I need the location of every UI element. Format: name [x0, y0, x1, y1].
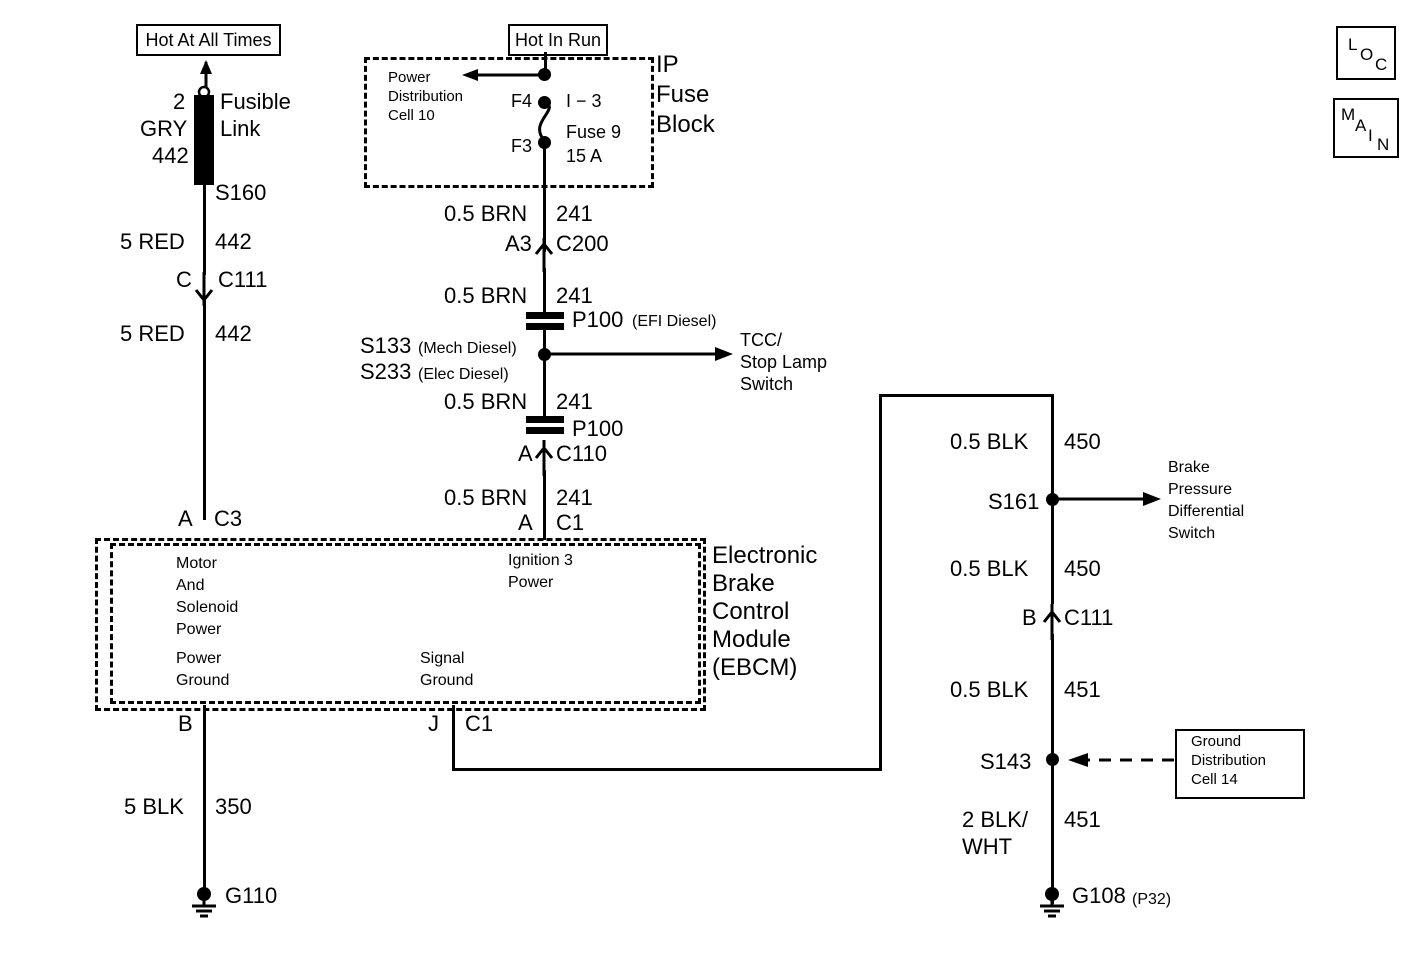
- fuse-id-label: I − 3: [566, 91, 602, 111]
- brake-pressure-switch-l2: Pressure: [1168, 481, 1233, 498]
- right-wire4-l2: WHT: [962, 834, 1013, 859]
- ebcm-title-line3: Control: [712, 598, 790, 625]
- ebcm-ignition3-power-l2: Power: [508, 574, 554, 591]
- center-wire-segment-5: [543, 470, 546, 540]
- ebcm-motor-solenoid-power-l2: And: [176, 577, 205, 594]
- ground-g108-label: G108: [1072, 883, 1126, 908]
- ground-distribution-l1: Ground: [1191, 733, 1242, 750]
- ebcm-title-line2: Brake: [712, 570, 775, 597]
- splice-s143-dot: [1046, 753, 1059, 766]
- splice-s161-label: S161: [988, 489, 1040, 514]
- center-wire2-label: 0.5 BRN: [444, 283, 528, 308]
- fusible-link-label-line2: Link: [220, 116, 261, 141]
- center-wire1-number: 241: [556, 201, 593, 226]
- svg-text:L: L: [1348, 35, 1358, 54]
- signal-ground-wire-vertical: [452, 705, 455, 770]
- connector-c200-symbol: [533, 238, 555, 272]
- right-wire1-number: 450: [1064, 429, 1101, 454]
- ebcm-signal-ground-l2: Ground: [420, 672, 474, 689]
- left-wire1-gauge: 2: [173, 89, 186, 114]
- fuse-terminal-f3: F3: [511, 136, 533, 156]
- tcc-stop-lamp-line2: Stop Lamp: [740, 352, 828, 372]
- fuse-rating-label: 15 A: [566, 146, 603, 166]
- power-distribution-cell-line2: Distribution: [388, 88, 464, 105]
- svg-text:M: M: [1341, 105, 1356, 124]
- tcc-stop-lamp-line1: TCC/: [740, 330, 782, 350]
- splice-s143-label: S143: [980, 749, 1032, 774]
- left-connector-c111: C111: [218, 267, 268, 292]
- left-connector-pin-c: C: [176, 267, 192, 292]
- ebcm-ignition3-power-l1: Ignition 3: [508, 552, 573, 569]
- splice-s133-label: S133: [360, 333, 412, 358]
- ebcm-motor-solenoid-power-l4: Power: [176, 621, 222, 638]
- svg-text:O: O: [1360, 45, 1374, 64]
- left-wire1-number: 442: [152, 143, 189, 168]
- center-pin-j: J: [428, 711, 439, 736]
- p100-label-1: P100: [572, 307, 624, 332]
- splice-s160-label: S160: [215, 180, 267, 205]
- ground-symbol-g110: [186, 885, 222, 921]
- tcc-stop-lamp-line3: Switch: [740, 374, 794, 394]
- signal-ground-wire-top: [879, 394, 1054, 397]
- power-distribution-cell-line1: Power: [388, 69, 431, 86]
- fusible-link-label-line1: Fusible: [220, 89, 291, 114]
- loc-box: [1336, 26, 1396, 80]
- ground-symbol-g108: [1034, 885, 1070, 921]
- p100-connector-symbol-2: [524, 414, 566, 438]
- loc-box-letters: [1338, 28, 1394, 78]
- right-wire1-label: 0.5 BLK: [950, 429, 1029, 454]
- main-box-letters: [1335, 100, 1397, 156]
- svg-text:I: I: [1368, 126, 1373, 145]
- splice-s233-label: S233: [360, 359, 412, 384]
- center-wire2-number: 241: [556, 283, 593, 308]
- ip-fuse-block-title-line3: Block: [656, 111, 715, 138]
- ground-g108-note: (P32): [1132, 891, 1172, 908]
- center-wire-segment-1: [543, 142, 546, 252]
- ground-g110-label: G110: [225, 883, 278, 908]
- center-pin-a-c1: A: [518, 510, 533, 535]
- right-wire2-number: 450: [1064, 556, 1101, 581]
- ebcm-power-ground-l2: Ground: [176, 672, 230, 689]
- center-wire3-number: 241: [556, 389, 593, 414]
- power-distribution-cell-line3: Cell 10: [388, 107, 435, 124]
- right-wire4-l1: 2 BLK/: [962, 807, 1029, 832]
- signal-ground-wire-horizontal: [452, 768, 882, 771]
- svg-text:N: N: [1377, 135, 1390, 154]
- left-ground-wire: [203, 705, 206, 900]
- main-box: [1333, 98, 1399, 158]
- right-wire3-label: 0.5 BLK: [950, 677, 1029, 702]
- p100-label-2: P100: [572, 416, 624, 441]
- left-wire-segment-1: [203, 185, 206, 275]
- svg-text:A: A: [1355, 116, 1367, 135]
- ip-fuse-block-title-line1: IP: [656, 51, 679, 78]
- ip-fuse-block-title-line2: Fuse: [656, 81, 710, 108]
- ebcm-motor-solenoid-power-l3: Solenoid: [176, 599, 239, 616]
- left-wire3-label: 5 RED: [120, 321, 185, 346]
- ebcm-title-line4: Module: [712, 626, 791, 653]
- signal-ground-wire-up: [879, 394, 882, 770]
- fuse-9-symbol: [528, 100, 564, 142]
- left-wire-segment-2: [203, 300, 206, 520]
- right-wire2-label: 0.5 BLK: [950, 556, 1029, 581]
- right-pin-b: B: [1022, 605, 1037, 630]
- ground-distribution-l3: Cell 14: [1191, 771, 1238, 788]
- ground-distribution-l2: Distribution: [1191, 752, 1267, 769]
- ebcm-power-ground-l1: Power: [176, 650, 222, 667]
- center-conn-j-c1: C1: [465, 711, 494, 736]
- ebcm-title-line5: (EBCM): [712, 654, 798, 681]
- center-wire3-label: 0.5 BRN: [444, 389, 528, 414]
- fuse-top-junction-dot: [538, 68, 551, 81]
- brake-pressure-switch-l4: Switch: [1168, 525, 1216, 542]
- left-wire2-label: 5 RED: [120, 229, 185, 254]
- center-wire-segment-2: [543, 268, 546, 316]
- center-pin-a3: A3: [505, 231, 532, 256]
- center-pin-a-c110: A: [518, 441, 533, 466]
- center-wire4-number: 241: [556, 485, 593, 510]
- right-wire-segment-2: [1051, 634, 1054, 904]
- right-wire4-number: 451: [1064, 807, 1101, 832]
- ebcm-motor-solenoid-power-l1: Motor: [176, 555, 217, 572]
- left-wire1-color: GRY: [140, 116, 188, 141]
- ground-distribution-dashed-arrow: [1060, 752, 1176, 768]
- splice-s133-note: (Mech Diesel): [418, 340, 517, 357]
- left-wire4-number: 350: [215, 794, 252, 819]
- hot-at-all-times-label: Hot At All Times: [145, 29, 272, 50]
- center-wire-segment-4: [543, 354, 546, 422]
- left-wire3-number: 442: [215, 321, 252, 346]
- ebcm-title-line1: Electronic: [712, 542, 818, 569]
- center-conn-c1: C1: [556, 510, 585, 535]
- brake-pressure-switch-l3: Differential: [1168, 503, 1245, 520]
- fuse-terminal-f4: F4: [511, 91, 533, 111]
- power-distribution-arrow: [460, 68, 550, 82]
- left-conn-c3: C3: [214, 506, 243, 531]
- p100-note-efi-diesel: (EFI Diesel): [632, 313, 717, 330]
- brake-pressure-switch-arrow: [1053, 492, 1163, 506]
- hot-in-run-label: Hot In Run: [514, 29, 602, 50]
- right-conn-c111: C111: [1064, 605, 1114, 630]
- brake-pressure-switch-l1: Brake: [1168, 459, 1210, 476]
- ebcm-signal-ground-l1: Signal: [420, 650, 465, 667]
- tcc-stop-lamp-arrow: [545, 347, 735, 361]
- splice-s233-note: (Elec Diesel): [418, 366, 509, 383]
- left-wire2-number: 442: [215, 229, 252, 254]
- center-wire4-label: 0.5 BRN: [444, 485, 528, 510]
- left-pin-a: A: [178, 506, 193, 531]
- left-pin-b: B: [178, 711, 193, 736]
- left-wire4-label: 5 BLK: [124, 794, 184, 819]
- hot-in-run-box: [508, 24, 608, 56]
- center-wire1-label: 0.5 BRN: [444, 201, 528, 226]
- fuse-name-label: Fuse 9: [566, 122, 622, 142]
- center-conn-c200: C200: [556, 231, 609, 256]
- right-wire3-number: 451: [1064, 677, 1101, 702]
- center-conn-c110: C110: [556, 441, 607, 466]
- fusible-link-bar: [194, 95, 214, 185]
- svg-text:C: C: [1375, 55, 1388, 74]
